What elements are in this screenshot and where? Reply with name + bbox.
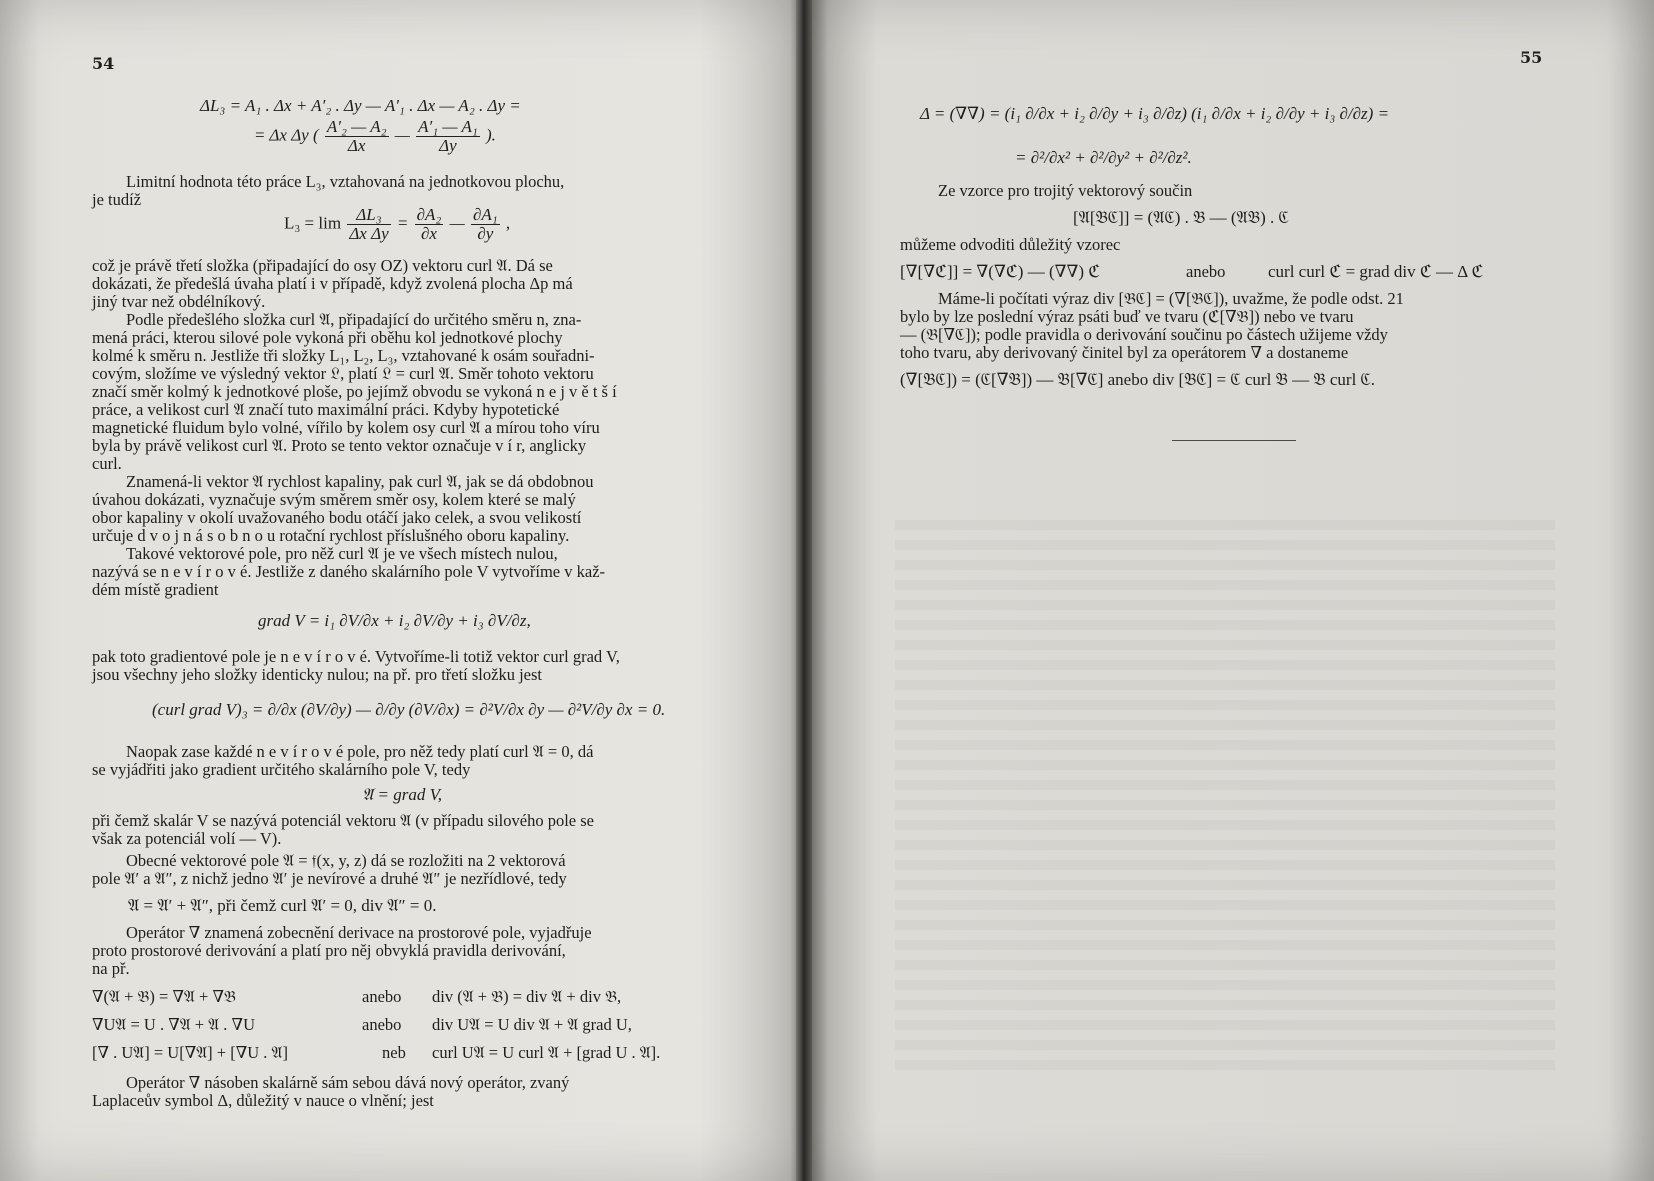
fraction-numerator: ∂A₂ <box>416 205 442 224</box>
fraction <box>471 206 500 243</box>
paragraph-limit: Limitní hodnota této práce L₃, vztahovaná na jednotkovou plochu, <box>126 172 565 191</box>
text-line: dém místě gradient <box>92 580 219 599</box>
minus-sign: — <box>449 213 465 233</box>
rule-conjunction: neb <box>382 1043 406 1062</box>
rule-formula: ∇U𝔄 = U . ∇𝔄 + 𝔄 . ∇U <box>92 1015 255 1034</box>
equals-sign: = <box>396 213 409 233</box>
text-line: byla by právě velikost curl 𝔄. Proto se tento vektor označuje v í r, anglicky <box>92 436 587 455</box>
rule-conjunction: anebo <box>362 987 402 1006</box>
section-divider <box>1172 440 1296 441</box>
eq2-prefix: = Δx Δy ( <box>254 125 319 145</box>
equation-nabla-nabla: [∇[∇ℭ]] = ∇(∇ℭ) — (∇∇) ℭ <box>900 262 1101 281</box>
text-line: Naopak zase každé n e v í r o v é pole, pro něž tedy platí curl 𝔄 = 0, dá <box>126 742 594 761</box>
fraction <box>415 206 444 243</box>
fraction-denominator: Δx <box>347 136 366 155</box>
equation-laplace-expanded: = ∂²/∂x² + ∂²/∂y² + ∂²/∂z². <box>1015 148 1192 167</box>
rule-formula-div: div U𝔄 = U div 𝔄 + 𝔄 grad U, <box>432 1015 632 1034</box>
equation-gradient: grad V = i₁ ∂V/∂x + i₂ ∂V/∂y + i₃ ∂V/∂z, <box>258 611 531 630</box>
rule-formula: [∇ . U𝔄] = U[∇𝔄] + [∇U . 𝔄] <box>92 1043 288 1062</box>
equation-curl-curl-identity: curl curl ℭ = grad div ℭ — Δ ℭ <box>1268 262 1484 281</box>
rule-conjunction: anebo <box>362 1015 402 1034</box>
fraction <box>416 118 480 155</box>
rule-formula-div: div (𝔄 + 𝔅) = div 𝔄 + div 𝔅, <box>432 987 622 1006</box>
fraction-denominator: Δx Δy <box>349 224 389 243</box>
fraction <box>325 118 389 155</box>
text-line: Operátor ∇ násoben skalárně sám sebou dává nový operátor, zvaný <box>126 1073 570 1092</box>
text-line: Obecné vektorové pole 𝔄 = 𝔣(x, y, z) dá se rozložiti na 2 vektorová <box>126 851 566 870</box>
text-line: dokázati, že předešlá úvaha platí i v případě, když zvolená plocha Δp má <box>92 274 573 293</box>
equation-laplace-operator: Δ = (∇∇) = (i₁ ∂/∂x + i₂ ∂/∂y + i₃ ∂/∂z) (i₁ ∂/∂x + i₂ ∂/∂y + i₃ ∂/∂z) = <box>920 104 1390 123</box>
fraction-denominator: ∂y <box>477 224 494 243</box>
equation-conjunction: anebo <box>1186 262 1226 281</box>
equation-delta-l3: ΔL₃ = A₁ . Δx + A′₂ . Δy — A′₁ . Δx — A₂ . Δy = <box>200 96 521 115</box>
equation-triple-product: [𝔄[𝔅ℭ]] = (𝔄ℭ) . 𝔅 — (𝔄𝔅) . ℭ <box>1073 208 1289 227</box>
text-line: jiný tvar než obdélníkový. <box>92 292 266 311</box>
text-line: Znamená-li vektor 𝔄 rychlost kapaliny, pak curl 𝔄, jak se dá obdobnou <box>126 472 594 491</box>
text-line: covým, složíme ve výsledný vektor 𝔏, platí 𝔏 = curl 𝔄. Směr tohoto vektoru <box>92 364 594 383</box>
rule-formula-curl: curl U𝔄 = U curl 𝔄 + [grad U . 𝔄]. <box>432 1043 661 1062</box>
text-line: práce, a velikost curl 𝔄 značí tuto maximální práci. Kdyby hypotetické <box>92 400 560 419</box>
eq2-suffix: ). <box>486 125 496 145</box>
text-line: se vyjádřiti jako gradient určitého skalárního pole V, tedy <box>92 760 471 779</box>
equation-grad-v: 𝔄 = grad V, <box>362 785 443 804</box>
fraction-denominator: ∂x <box>420 224 437 243</box>
text-line: kolmé k směru n. Jestliže tři složky L₁, L₂, L₃, vztahované k osám souřadni- <box>92 346 595 365</box>
rule-formula: ∇(𝔄 + 𝔅) = ∇𝔄 + ∇𝔅 <box>92 987 236 1006</box>
text-line: Laplaceův symbol Δ, důležitý v nauce o vlnění; jest <box>92 1091 434 1110</box>
text-line: Takové vektorové pole, pro něž curl 𝔄 je ve všech místech nulou, <box>126 544 558 563</box>
equation-decomposition: 𝔄 = 𝔄′ + 𝔄″, při čemž curl 𝔄′ = 0, div 𝔄″ = 0. <box>128 896 437 915</box>
text-line: Podle předešlého složka curl 𝔄, připadající do určitého směru n, zna- <box>126 310 582 329</box>
fraction-numerator: A′₁ — A₁ <box>418 117 478 136</box>
equation-l3-limit <box>284 206 510 243</box>
text-line: obor kapaliny v okolí uvažovaného bodu otáčí jako celek, a svou velikostí <box>92 508 582 527</box>
paragraph-triple-product: Ze vzorce pro trojitý vektorový součin <box>938 181 1193 200</box>
paragraph-limit-end: je tudíž <box>92 190 142 209</box>
text-line: úvahou dokázati, vyznačuje svým směrem směr osy, kolem které se malý <box>92 490 576 509</box>
text-line: Máme-li počítati výraz div [𝔅ℭ] = (∇[𝔅ℭ]), uvažme, že podle odst. 21 <box>938 289 1404 308</box>
text-line: což je právě třetí složka (připadající do osy OZ) vektoru curl 𝔄. Dá se <box>92 256 553 275</box>
page-number-right: 55 <box>1520 48 1543 67</box>
equation-curl-grad: (curl grad V)₃ = ∂/∂x (∂V/∂y) — ∂/∂y (∂V/∂x) = ∂²V/∂x ∂y — ∂²V/∂y ∂x = 0. <box>152 700 666 719</box>
text-line: určuje d v o j n á s o b n o u rotační rychlost příslušného oboru kapaliny. <box>92 526 570 545</box>
fraction-numerator: ∂A₁ <box>472 205 498 224</box>
text-line: magnetické fluidum bylo volné, vířilo by kolem osy curl 𝔄 a mírou toho víru <box>92 418 600 437</box>
text-line: bylo by lze poslední výraz psáti buď ve tvaru (ℭ[∇𝔅]) nebo ve tvaru <box>900 307 1354 326</box>
text-line: značí směr kolmý k jednotkové ploše, po jejímž obvodu se vykoná n e j v ě t š í <box>92 382 617 401</box>
text-line: curl. <box>92 454 122 473</box>
fraction-numerator: ΔL₃ <box>347 206 390 225</box>
minus-sign: — <box>394 125 410 145</box>
text-line: nazývá se n e v í r o v é. Jestliže z daného skalárního pole V vytvoříme v kaž- <box>92 562 606 581</box>
text-line: při čemž skalár V se nazývá potenciál vektoru 𝔄 (v případu silového pole se <box>92 811 594 830</box>
eq3-lhs: L₃ = lim <box>284 213 342 233</box>
text-line: pole 𝔄′ a 𝔄″, z nichž jedno 𝔄′ je nevírové a druhé 𝔄″ je nezřídlové, tedy <box>92 869 567 888</box>
equation-delta-l3-factored <box>254 118 496 155</box>
text-line: Operátor ∇ znamená zobecnění derivace na prostorové pole, vyjadřuje <box>126 923 592 942</box>
fraction <box>347 206 390 243</box>
show-through-text <box>895 520 1555 1080</box>
text-line: — (𝔅[∇ℭ]); podle pravidla o derivování součinu po částech užijeme vždy <box>900 325 1388 344</box>
equation-div-product: (∇[𝔅ℭ]) = (ℭ[∇𝔅]) — 𝔅[∇ℭ] anebo div [𝔅ℭ] = ℭ curl 𝔅 — 𝔅 curl ℭ. <box>900 370 1376 389</box>
book-gutter <box>796 0 812 1181</box>
fraction-numerator: A′₂ — A₂ <box>326 117 387 136</box>
text-line: mená práci, kterou silové pole vykoná při oběhu kol jednotkové plochy <box>92 328 563 347</box>
text-line: jsou všechny jeho složky identicky nulou; na př. pro třetí složku jest <box>92 665 543 684</box>
text-line: toho tvaru, aby derivovaný činitel byl za operátorem ∇ a dostaneme <box>900 343 1349 362</box>
text-line: však za potenciál volí — V). <box>92 829 282 848</box>
fraction-denominator: Δy <box>439 136 457 155</box>
text-line: pak toto gradientové pole je n e v í r o v é. Vytvoříme-li totiž vektor curl grad V, <box>92 647 620 666</box>
text-line: na př. <box>92 959 130 978</box>
paragraph-derive: můžeme odvoditi důležitý vzorec <box>900 235 1121 254</box>
text-line: proto prostorové derivování a platí pro něj obvyklá pravidla derivování, <box>92 941 566 960</box>
page-number-left: 54 <box>92 54 115 73</box>
comma: , <box>505 213 511 233</box>
